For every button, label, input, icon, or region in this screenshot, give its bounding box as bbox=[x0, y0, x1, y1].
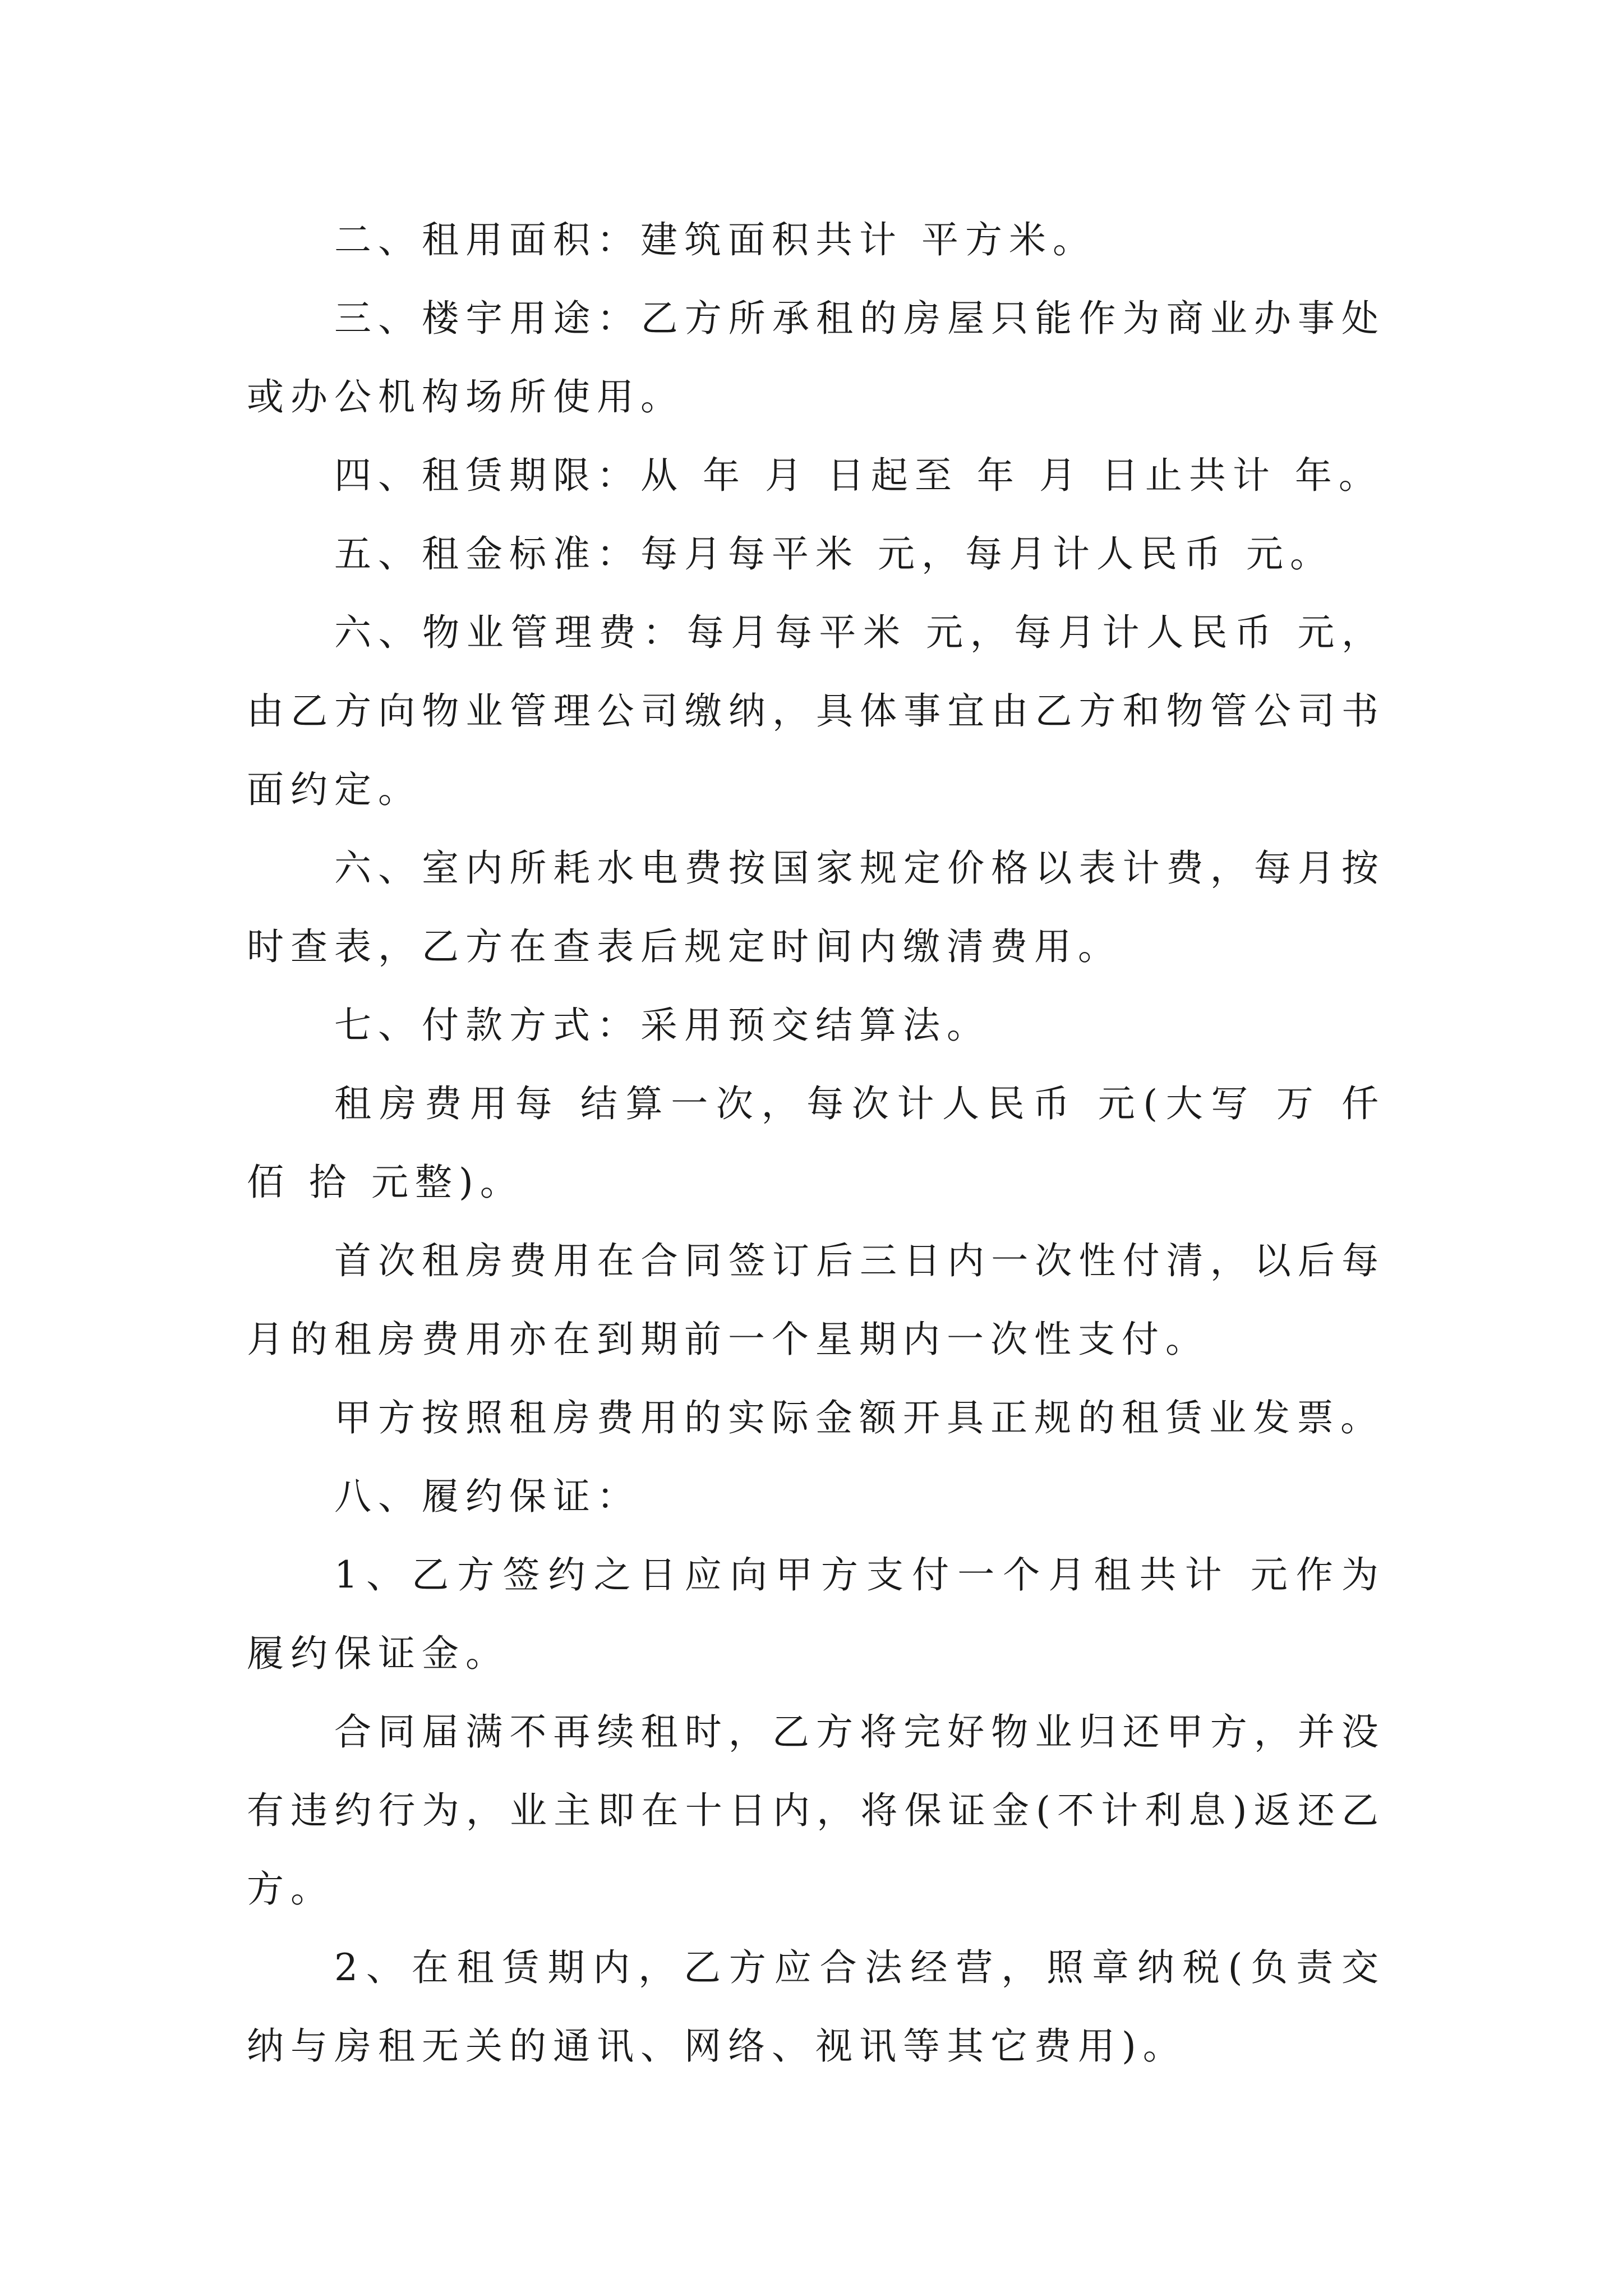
clause-deposit: 1、乙方签约之日应向甲方支付一个月租共计 元作为履约保证金。 bbox=[247, 1553, 1385, 1675]
contract-body bbox=[247, 201, 1385, 2086]
clause-invoice: 甲方按照租房费用的实际金额开具正规的租赁业发票。 bbox=[334, 1396, 1384, 1439]
clause-lawful-operation: 2、在租赁期内，乙方应合法经营，照章纳税(负责交纳与房租无关的通讯、网络、视讯等其它费用)。 bbox=[247, 1946, 1385, 2068]
clause-property-fee: 六、物业管理费：每月每平米 元，每月计人民币 元，由乙方向物业管理公司缴纳，具体事宜由乙方和物管公司书面约定。 bbox=[247, 611, 1385, 811]
clause-first-payment: 首次租房费用在合同签订后三日内一次性付清，以后每月的租房费用亦在到期前一个星期内一次性支付。 bbox=[247, 1239, 1385, 1361]
clause-rent-standard: 五、租金标准：每月每平米 元，每月计人民币 元。 bbox=[334, 532, 1334, 576]
clause-payment-method: 七、付款方式：采用预交结算法。 bbox=[334, 1004, 990, 1047]
clause-lease-term: 四、租赁期限：从 年 月 日起至 年 月 日止共计 年。 bbox=[334, 454, 1382, 497]
clause-rental-area: 二、租用面积：建筑面积共计 平方米。 bbox=[334, 218, 1096, 261]
clause-utilities: 六、室内所耗水电费按国家规定价格以表计费，每月按时查表，乙方在查表后规定时间内缴清费用。 bbox=[247, 846, 1385, 968]
clause-building-use: 三、楼宇用途：乙方所承租的房屋只能作为商业办事处或办公机构场所使用。 bbox=[247, 297, 1385, 418]
clause-payment-frequency: 租房费用每 结算一次，每次计人民币 元(大写 万 仟佰 拾 元整)。 bbox=[247, 1082, 1385, 1204]
clause-performance-guarantee: 八、履约保证： bbox=[334, 1475, 640, 1518]
clause-deposit-return: 合同届满不再续租时，乙方将完好物业归还甲方，并没有违约行为，业主即在十日内，将保证金(不计利息)返还乙方。 bbox=[247, 1710, 1385, 1911]
